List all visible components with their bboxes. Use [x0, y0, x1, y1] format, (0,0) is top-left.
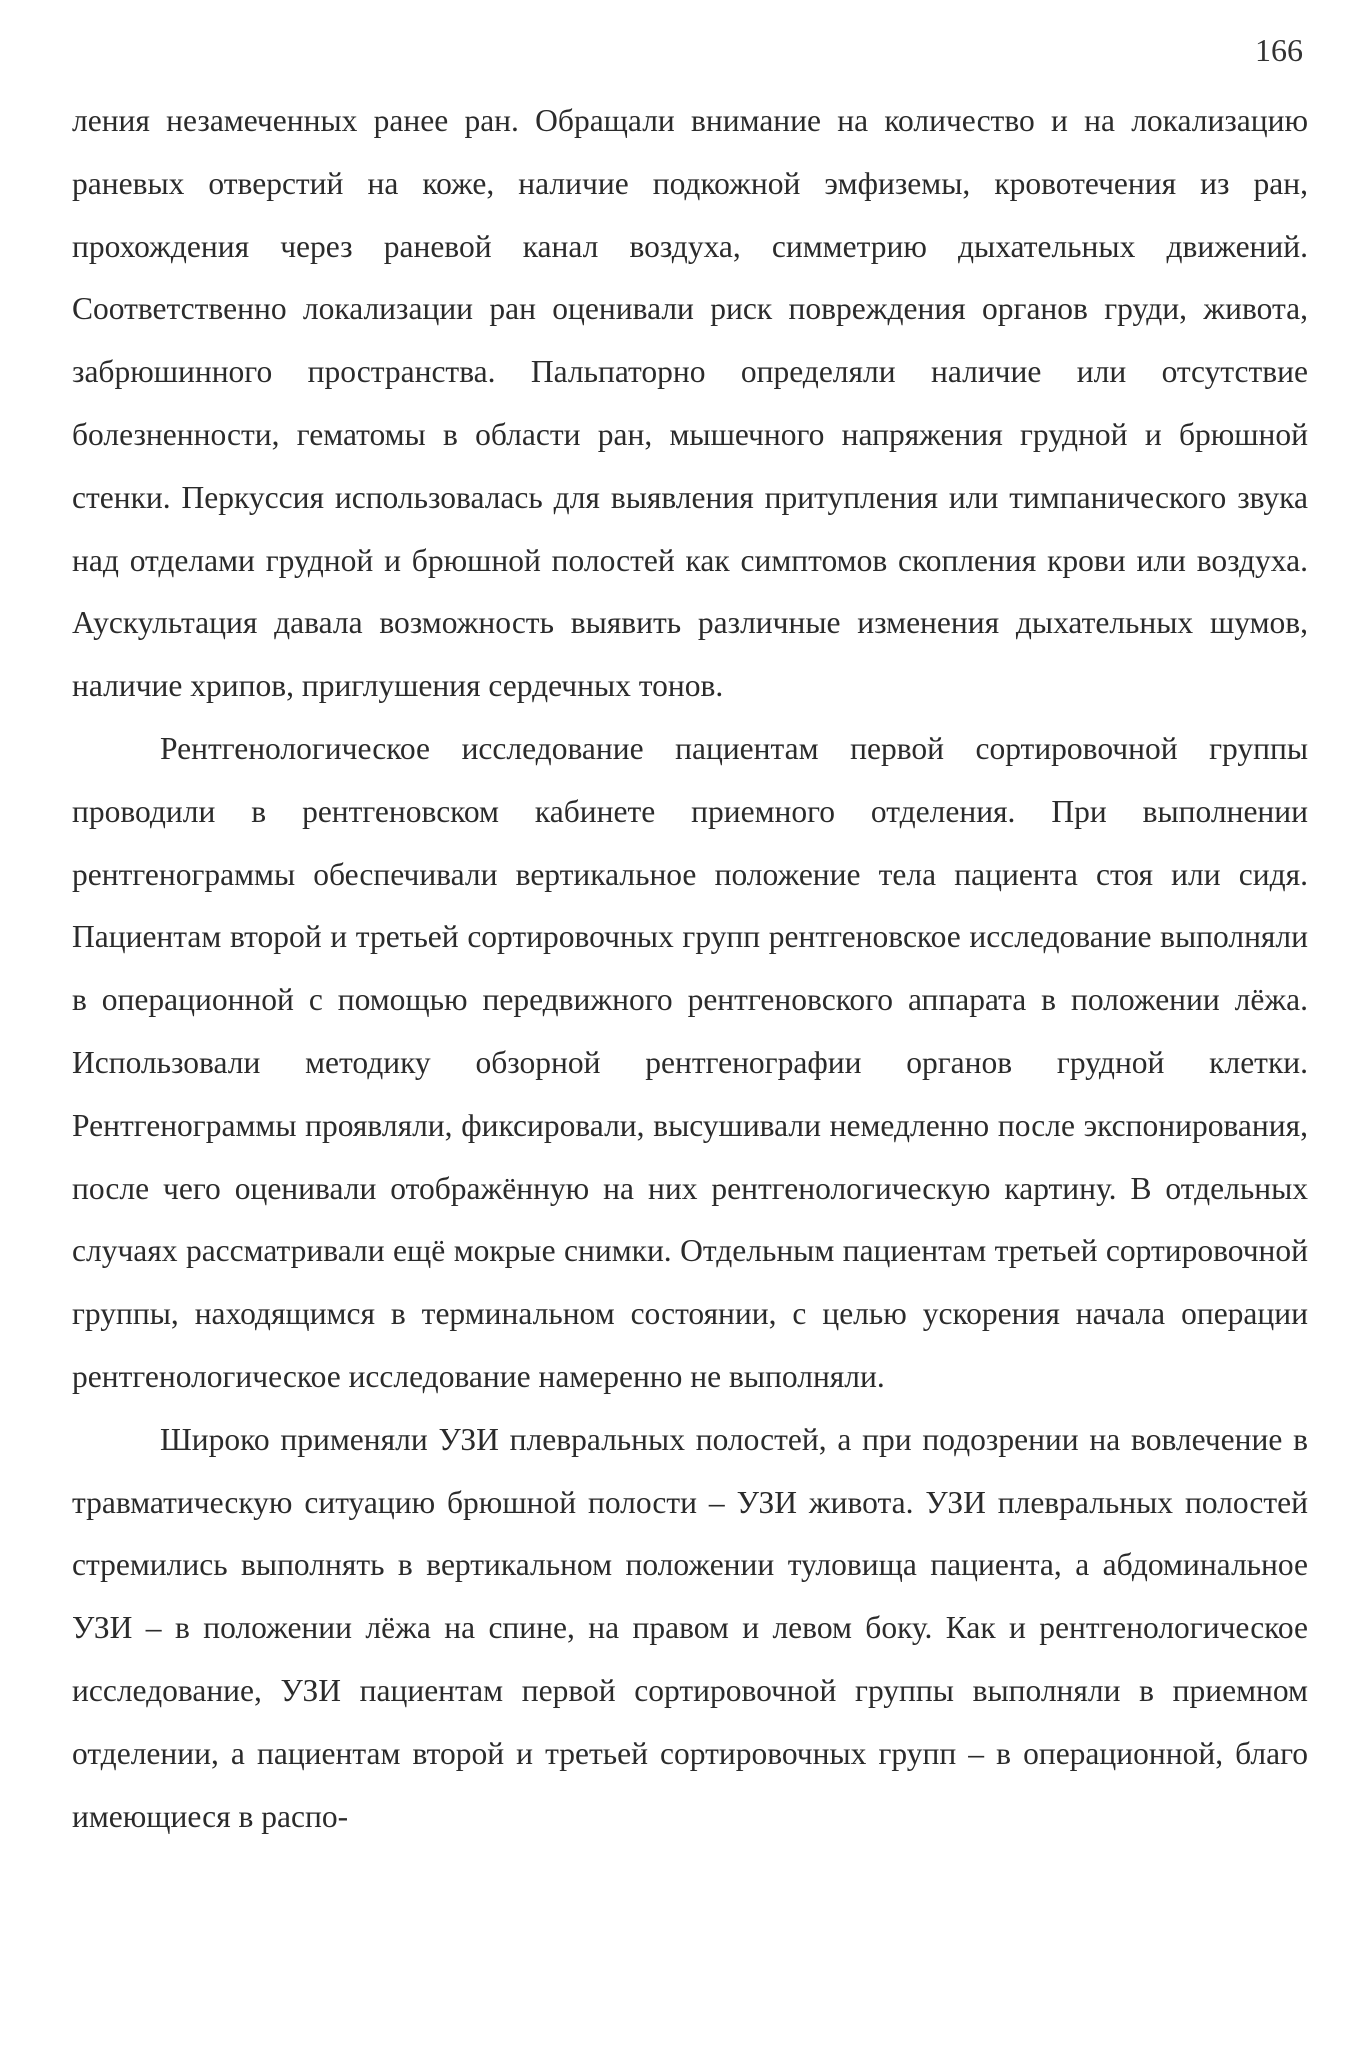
page-number: 166 — [1255, 32, 1303, 68]
body-text — [72, 90, 1308, 1848]
paragraph-ultrasound: Широко применяли УЗИ плевральных полостей, а при подозрении на вовлечение в травматическую ситуацию брюшной полости – УЗИ живота. УЗИ плевральных полостей стремились выполнять в вертикальном положении туловища пациента, а абдоминальное УЗИ – в положении лёжа на спине, на правом и левом боку. Как и рентгенологическое исследование, УЗИ пациентам первой сортировочной группы выполняли в приемном отделении, а пациентам второй и третьей сортировочных групп – в операционной, благо имеющиеся в распо- — [72, 1421, 1308, 1834]
paragraph-xray: Рентгенологическое исследование пациентам первой сортировочной группы проводили в рентгеновском кабинете приемного отделения. При выполнении рентгенограммы обеспечивали вертикальное положение тела пациента стоя или сидя. Пациентам второй и третьей сортировочных групп рентгеновское исследование выполняли в операционной с помощью передвижного рентгеновского аппарата в положении лёжа. Использовали методику обзорной рентгенографии органов грудной клетки. Рентгенограммы проявляли, фиксировали, высушивали немедленно после экспонирования, после чего оценивали отображённую на них рентгенологическую картину. В отдельных случаях рассматривали ещё мокрые снимки. Отдельным пациентам третьей сортировочной группы, находящимся в терминальном состоянии, с целью ускорения начала операции рентгенологическое исследование намеренно не выполняли. — [72, 730, 1308, 1394]
paragraph-examination: ления незамеченных ранее ран. Обращали внимание на количество и на локализацию раневых отверстий на коже, наличие подкожной эмфиземы, кровотечения из ран, прохождения через раневой канал воздуха, симметрию дыхательных движений. Соответственно локализации ран оценивали риск повреждения органов груди, живота, забрюшинного пространства. Пальпаторно определяли наличие или отсутствие болезненности, гематомы в области ран, мышечного напряжения грудной и брюшной стенки. Перкуссия использовалась для выявления притупления или тимпанического звука над отделами грудной и брюшной полостей как симптомов скопления крови или воздуха. Аускультация давала возможность выявить различные изменения дыхательных шумов, наличие хрипов, приглушения сердечных тонов. — [72, 103, 1308, 704]
